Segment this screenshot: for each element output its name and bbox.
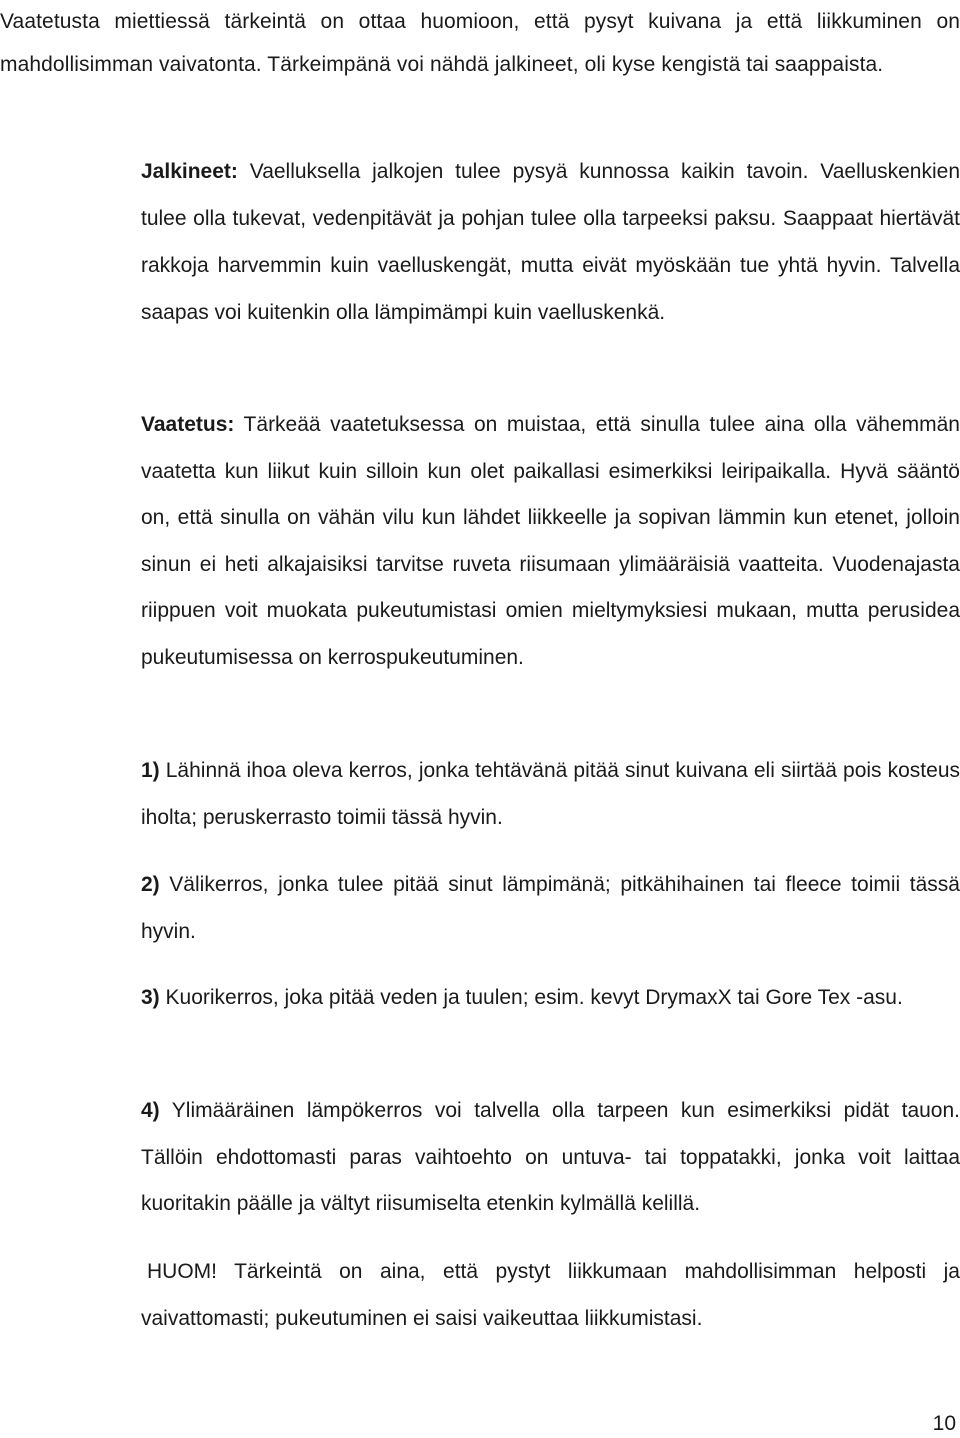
- clothing-heading: Vaatetus:: [141, 413, 235, 436]
- note-text: HUOM! Tärkeintä on aina, että pystyt liikkumaan mahdollisimman helposti ja vaivattomasti; pukeutuminen ei saisi vaikeuttaa liikkumistasi.: [141, 1260, 960, 1330]
- footwear-text: Vaelluksella jalkojen tulee pysyä kunnossa kaikin tavoin. Vaelluskenkien tulee olla tukevat, vedenpitävät ja pohjan tulee olla tarpeeksi paksu. Saappaat hiertävät rakkoja harvemmin kuin vaelluskengät, mutta eivät myöskään tue yhtä hyvin. Talvella saapas voi kuitenkin olla lämpimämpi kuin vaelluskenkä.: [141, 160, 960, 324]
- layer-number: 1): [141, 759, 160, 782]
- footwear-heading: Jalkineet:: [141, 160, 238, 183]
- layer-item-3: [141, 975, 960, 1022]
- note-paragraph: [141, 1249, 960, 1342]
- clothing-text: Tärkeää vaatetuksessa on muistaa, että sinulla tulee aina olla vähemmän vaatetta kun liikut kuin silloin kun olet paikallasi esimerkiksi leiripaikalla. Hyvä sääntö on, että sinulla on vähän vilu kun lähdet liikkeelle ja sopivan lämmin kun etenet, jolloin sinun ei heti alkajaisiksi tarvitse ruveta riisumaan ylimääräisiä vaatteita. Vuodenajasta riippuen voit muokata pukeutumistasi omien mieltymyksiesi mukaan, mutta perusidea pukeutumisessa on kerrospukeutuminen.: [141, 413, 960, 669]
- layer-text: Lähinnä ihoa oleva kerros, jonka tehtävänä pitää sinut kuivana eli siirtää pois kosteus iholta; peruskerrasto toimii tässä hyvin.: [141, 759, 960, 829]
- layer-text: Välikerros, jonka tulee pitää sinut lämpimänä; pitkähihainen tai fleece toimii tässä hyvin.: [141, 873, 960, 943]
- intro-paragraph: [0, 0, 960, 86]
- layer-text: Ylimääräinen lämpökerros voi talvella olla tarpeen kun esimerkiksi pidät tauon. Tällöin ehdottomasti paras vaihtoehto on untuva- tai toppatakki, jonka voit laittaa kuoritakin päälle ja vältyt riisumiselta etenkin kylmällä kelillä.: [141, 1099, 960, 1215]
- layer-item-1: [141, 748, 960, 841]
- layer-number: 4): [141, 1099, 160, 1122]
- footwear-paragraph: [141, 148, 960, 336]
- layer-item-4: [141, 1088, 960, 1228]
- layer-number: 3): [141, 986, 160, 1009]
- page-number: 10: [932, 1412, 956, 1435]
- layer-number: 2): [141, 873, 160, 896]
- layer-item-2: [141, 862, 960, 955]
- intro-text: Vaatetusta miettiessä tärkeintä on ottaa huomioon, että pysyt kuivana ja että liikkuminen on mahdollisimman vaivatonta. Tärkeimpänä voi nähdä jalkineet, oli kyse kengistä tai saappaista.: [0, 10, 960, 76]
- layer-text: Kuorikerros, joka pitää veden ja tuulen; esim. kevyt DrymaxX tai Gore Tex -asu.: [159, 986, 903, 1009]
- clothing-paragraph: [141, 402, 960, 681]
